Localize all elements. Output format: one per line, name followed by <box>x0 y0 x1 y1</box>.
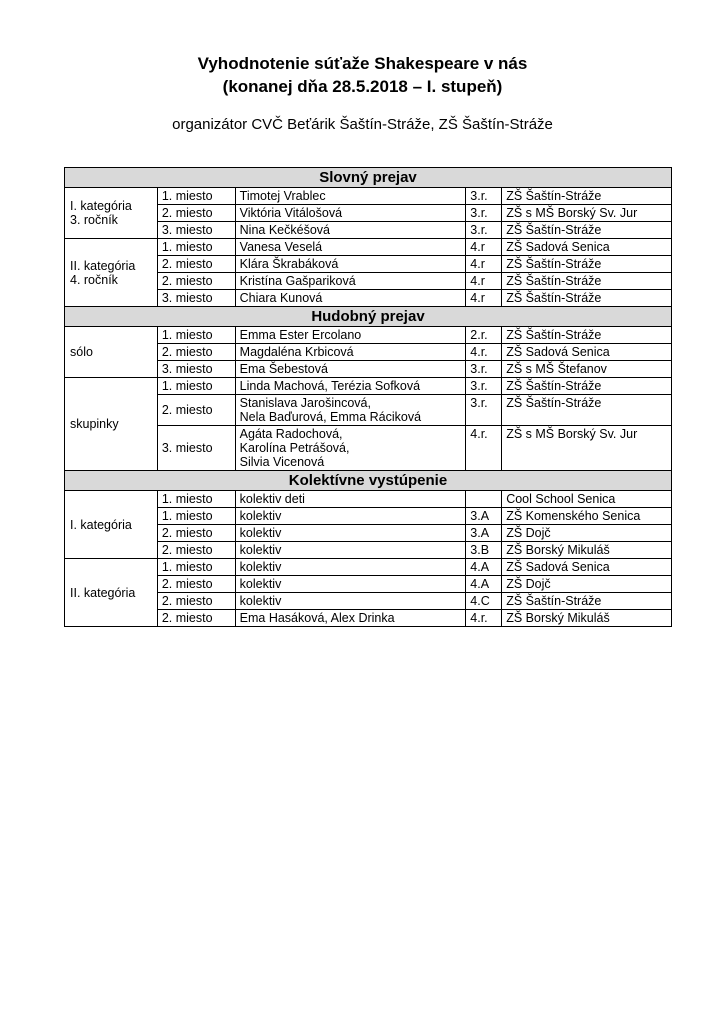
category-label: sólo <box>65 327 158 378</box>
participant-name-cell: kolektiv deti <box>235 491 466 508</box>
place-cell: 2. miesto <box>157 344 235 361</box>
school-cell: ZŠ Dojč <box>502 576 672 593</box>
grade-cell: 3.r. <box>466 395 502 426</box>
school-cell: Cool School Senica <box>502 491 672 508</box>
grade-cell: 4.r. <box>466 344 502 361</box>
place-cell: 2. miesto <box>157 256 235 273</box>
school-cell: ZŠ Borský Mikuláš <box>502 610 672 627</box>
participant-name-cell: kolektiv <box>235 508 466 525</box>
place-cell: 3. miesto <box>157 361 235 378</box>
participant-name-cell: kolektiv <box>235 559 466 576</box>
school-cell: ZŠ Šaštín-Stráže <box>502 273 672 290</box>
grade-cell: 3.r. <box>466 222 502 239</box>
participant-name-cell: kolektiv <box>235 593 466 610</box>
place-cell: 3. miesto <box>157 222 235 239</box>
grade-cell: 4.C <box>466 593 502 610</box>
page-title-line-1: Vyhodnotenie súťaže Shakespeare v nás <box>197 54 528 73</box>
participant-name-cell: Vanesa Veselá <box>235 239 466 256</box>
grade-cell: 4.A <box>466 559 502 576</box>
section-header-row <box>65 168 672 188</box>
participant-name-cell: Viktória Vitálošová <box>235 205 466 222</box>
place-cell: 1. miesto <box>157 239 235 256</box>
page-title-line-2: (konanej dňa 28.5.2018 – I. stupeň) <box>222 77 503 96</box>
grade-cell: 4.r <box>466 290 502 307</box>
grade-cell: 4.r <box>466 256 502 273</box>
participant-name-cell: Emma Ester Ercolano <box>235 327 466 344</box>
grade-cell: 4.r. <box>466 426 502 471</box>
table-row <box>65 559 672 576</box>
participant-name-cell: Stanislava Jarošincová, Nela Baďurová, Emma Ráciková <box>235 395 466 426</box>
school-cell: ZŠ Šaštín-Stráže <box>502 593 672 610</box>
participant-name-cell: Klára Škrabáková <box>235 256 466 273</box>
place-cell: 2. miesto <box>157 273 235 290</box>
grade-cell: 3.r. <box>466 378 502 395</box>
table-row <box>65 188 672 205</box>
category-label: II. kategória 4. ročník <box>65 239 158 307</box>
school-cell: ZŠ s MŠ Štefanov <box>502 361 672 378</box>
table-row <box>65 378 672 395</box>
participant-name-cell: kolektiv <box>235 525 466 542</box>
school-cell: ZŠ s MŠ Borský Sv. Jur <box>502 426 672 471</box>
category-label: skupinky <box>65 378 158 471</box>
grade-cell <box>466 491 502 508</box>
place-cell: 2. miesto <box>157 205 235 222</box>
participant-name-cell: Ema Šebestová <box>235 361 466 378</box>
place-cell: 1. miesto <box>157 378 235 395</box>
participant-name-cell: Agáta Radochová, Karolína Petrášová, Silvia Vicenová <box>235 426 466 471</box>
participant-name-cell: Kristína Gašpariková <box>235 273 466 290</box>
place-cell: 1. miesto <box>157 559 235 576</box>
section-title: Hudobný prejav <box>65 307 672 327</box>
place-cell: 2. miesto <box>157 525 235 542</box>
section-title: Kolektívne vystúpenie <box>65 471 672 491</box>
grade-cell: 4.A <box>466 576 502 593</box>
grade-cell: 3.A <box>466 525 502 542</box>
category-label: II. kategória <box>65 559 158 627</box>
grade-cell: 3.r. <box>466 188 502 205</box>
school-cell: ZŠ Sadová Senica <box>502 344 672 361</box>
school-cell: ZŠ Šaštín-Stráže <box>502 256 672 273</box>
school-cell: ZŠ s MŠ Borský Sv. Jur <box>502 205 672 222</box>
school-cell: ZŠ Sadová Senica <box>502 559 672 576</box>
place-cell: 2. miesto <box>157 593 235 610</box>
participant-name-cell: Magdaléna Krbicová <box>235 344 466 361</box>
school-cell: ZŠ Šaštín-Stráže <box>502 188 672 205</box>
results-table <box>64 167 672 627</box>
grade-cell: 4.r. <box>466 610 502 627</box>
grade-cell: 3.r. <box>466 205 502 222</box>
participant-name-cell: Timotej Vrablec <box>235 188 466 205</box>
grade-cell: 3.A <box>466 508 502 525</box>
table-row <box>65 239 672 256</box>
table-row <box>65 327 672 344</box>
section-header-row <box>65 471 672 491</box>
participant-name-cell: kolektiv <box>235 542 466 559</box>
grade-cell: 4.r <box>466 273 502 290</box>
school-cell: ZŠ Šaštín-Stráže <box>502 327 672 344</box>
section-header-row <box>65 307 672 327</box>
participant-name-cell: Ema Hasáková, Alex Drinka <box>235 610 466 627</box>
grade-cell: 3.B <box>466 542 502 559</box>
place-cell: 1. miesto <box>157 327 235 344</box>
place-cell: 2. miesto <box>157 576 235 593</box>
participant-name-cell: Nina Kečkéšová <box>235 222 466 239</box>
school-cell: ZŠ Borský Mikuláš <box>502 542 672 559</box>
place-cell: 2. miesto <box>157 610 235 627</box>
place-cell: 2. miesto <box>157 395 235 426</box>
participant-name-cell: Linda Machová, Terézia Sofková <box>235 378 466 395</box>
school-cell: ZŠ Komenského Senica <box>502 508 672 525</box>
place-cell: 1. miesto <box>157 188 235 205</box>
school-cell: ZŠ Šaštín-Stráže <box>502 378 672 395</box>
grade-cell: 2.r. <box>466 327 502 344</box>
place-cell: 1. miesto <box>157 508 235 525</box>
participant-name-cell: kolektiv <box>235 576 466 593</box>
school-cell: ZŠ Šaštín-Stráže <box>502 290 672 307</box>
place-cell: 3. miesto <box>157 290 235 307</box>
category-label: I. kategória <box>65 491 158 559</box>
school-cell: ZŠ Dojč <box>502 525 672 542</box>
table-row <box>65 491 672 508</box>
school-cell: ZŠ Šaštín-Stráže <box>502 395 672 426</box>
organizer-line: organizátor CVČ Beťárik Šaštín-Stráže, ZŠ Šaštín-Stráže <box>172 116 553 133</box>
school-cell: ZŠ Sadová Senica <box>502 239 672 256</box>
grade-cell: 3.r. <box>466 361 502 378</box>
grade-cell: 4.r <box>466 239 502 256</box>
school-cell: ZŠ Šaštín-Stráže <box>502 222 672 239</box>
place-cell: 1. miesto <box>157 491 235 508</box>
results-table-body <box>65 168 672 627</box>
category-label: I. kategória 3. ročník <box>65 188 158 239</box>
place-cell: 3. miesto <box>157 426 235 471</box>
place-cell: 2. miesto <box>157 542 235 559</box>
participant-name-cell: Chiara Kunová <box>235 290 466 307</box>
section-title: Slovný prejav <box>65 168 672 188</box>
